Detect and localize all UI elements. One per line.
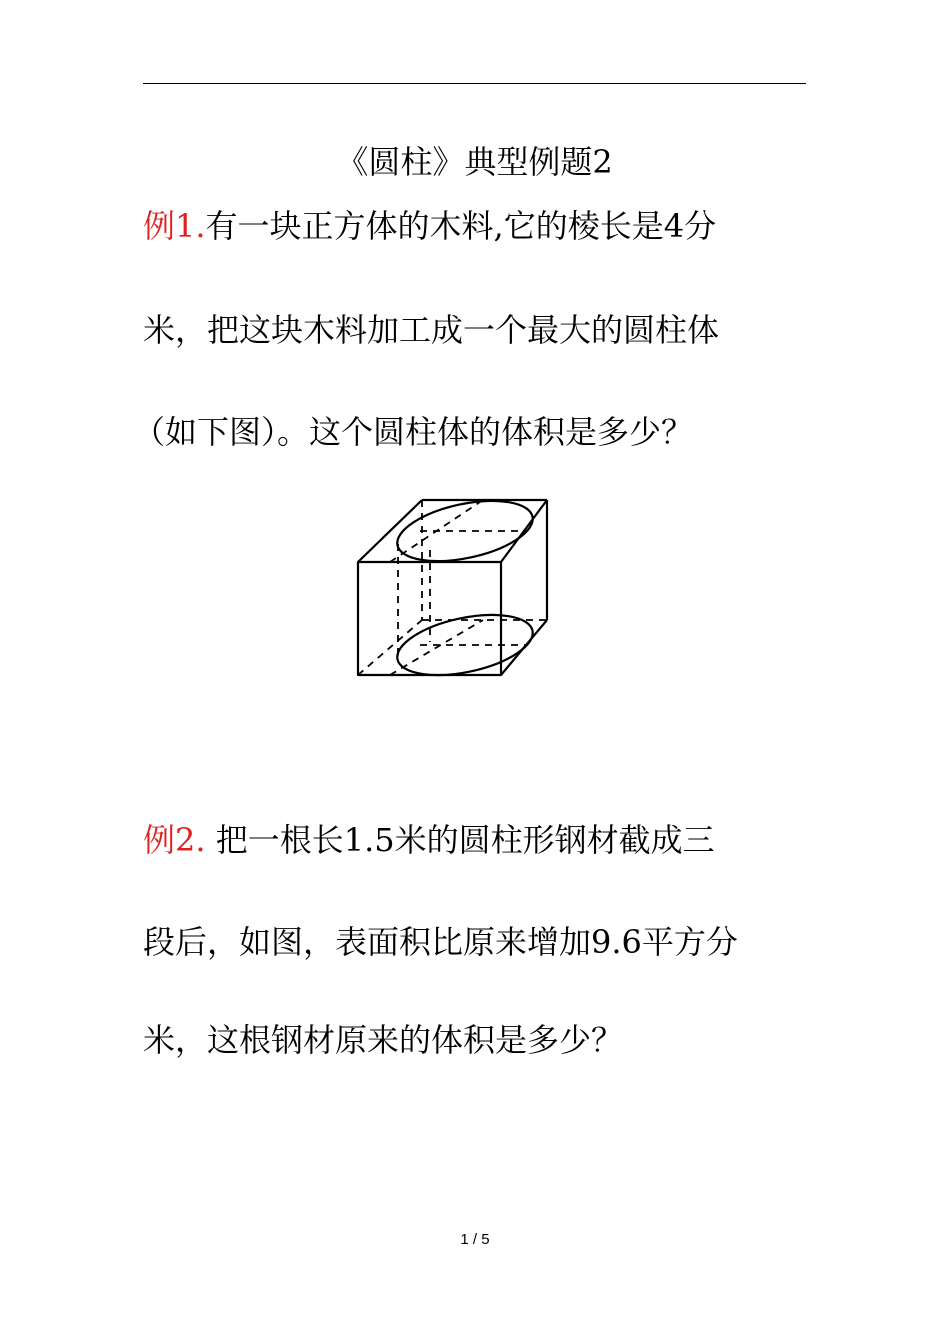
header-rule: [143, 83, 806, 84]
cube-cylinder-figure: [350, 492, 555, 682]
page-title: 《圆柱》典型例题2: [336, 143, 613, 181]
example-2-text-2: 段后，如图，表面积比原来增加9.6平方分: [143, 923, 738, 961]
example-1-line-1: [143, 204, 716, 248]
cube-top-left-edge: [358, 500, 422, 562]
example-1-text-3: （如下图）。这个圆柱体的体积是多少？: [133, 413, 694, 451]
example-2-label: 例2.: [143, 821, 206, 859]
example-2-line-3: [143, 1018, 623, 1062]
page-number: 1 / 5: [460, 1231, 490, 1248]
example-1-line-3: [133, 410, 693, 454]
example-1-text-1: 有一块正方体的木料,它的棱长是4分: [205, 207, 717, 245]
cylinder-bottom-ellipse: [392, 604, 538, 682]
example-2-line-1: [143, 818, 715, 862]
example-2-line-2: [143, 920, 738, 964]
bottom-diagonal-1: [390, 620, 483, 675]
example-2-text-3: 米，这根钢材原来的体积是多少？: [143, 1021, 624, 1059]
example-1-label: 例1.: [143, 207, 206, 245]
example-2-text-1: 把一根长1.5米的圆柱形钢材截成三: [205, 821, 715, 859]
cube-hidden-bottom-left-edge: [358, 620, 422, 675]
example-1-line-2: [143, 308, 719, 352]
example-1-text-2: 米，把这块木料加工成一个最大的圆柱体: [143, 311, 720, 349]
